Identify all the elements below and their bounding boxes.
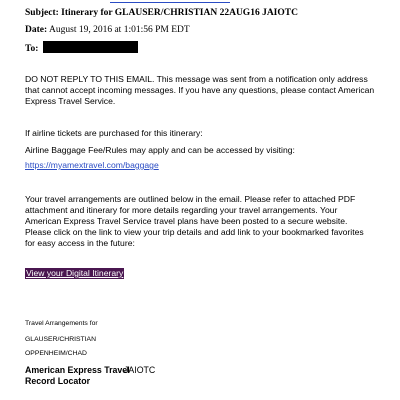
subject-label: Subject:	[25, 8, 59, 18]
noreply-notice: DO NOT REPLY TO THIS EMAIL. This message was sent from a notification only address that cannot accept incoming messages. If you have any questions, please contact American Express Travel Service.	[25, 74, 375, 106]
baggage-text: Airline Baggage Fee/Rules may apply and can be accessed by visiting:	[25, 145, 295, 155]
email-subject	[25, 8, 298, 18]
email-date	[25, 25, 190, 35]
record-locator-label-line2: Record Locator	[25, 376, 91, 386]
subject-value: Itinerary for GLAUSER/CHRISTIAN 22AUG16 JAIOTC	[61, 8, 298, 18]
to-label: To:	[25, 44, 39, 54]
arrangements-heading: Travel Arrangements for	[25, 320, 98, 327]
record-locator-label	[25, 365, 130, 387]
traveler-name-1: GLAUSER/CHRISTIAN	[25, 336, 97, 343]
record-locator-value: JAIOTC	[124, 365, 156, 375]
date-value: August 19, 2016 at 1:01:56 PM EDT	[49, 25, 190, 35]
email-to	[25, 41, 138, 54]
record-locator-label-line1: American Express Travel	[25, 365, 130, 375]
redacted-recipient	[43, 41, 138, 53]
date-label: Date:	[25, 25, 48, 35]
top-link-remnant	[110, 0, 230, 3]
tickets-intro: If airline tickets are purchased for this itinerary:	[25, 128, 203, 138]
traveler-name-2: OPPENHEIM/CHAD	[25, 350, 87, 357]
baggage-link[interactable]: https://myamextravel.com/baggage	[25, 160, 159, 170]
digital-itinerary-link[interactable]: View your Digital Itinerary	[26, 268, 124, 278]
arrangements-paragraph: Your travel arrangements are outlined below in the email. Please refer to attached PDF attachment and itinerary for more details regarding your travel arrangements. Your American Express Travel Service travel plans have been posted to a secure website. Please click on the link to view your trip details and add link to your bookmarked favorites for easy access in the future:	[25, 194, 364, 248]
